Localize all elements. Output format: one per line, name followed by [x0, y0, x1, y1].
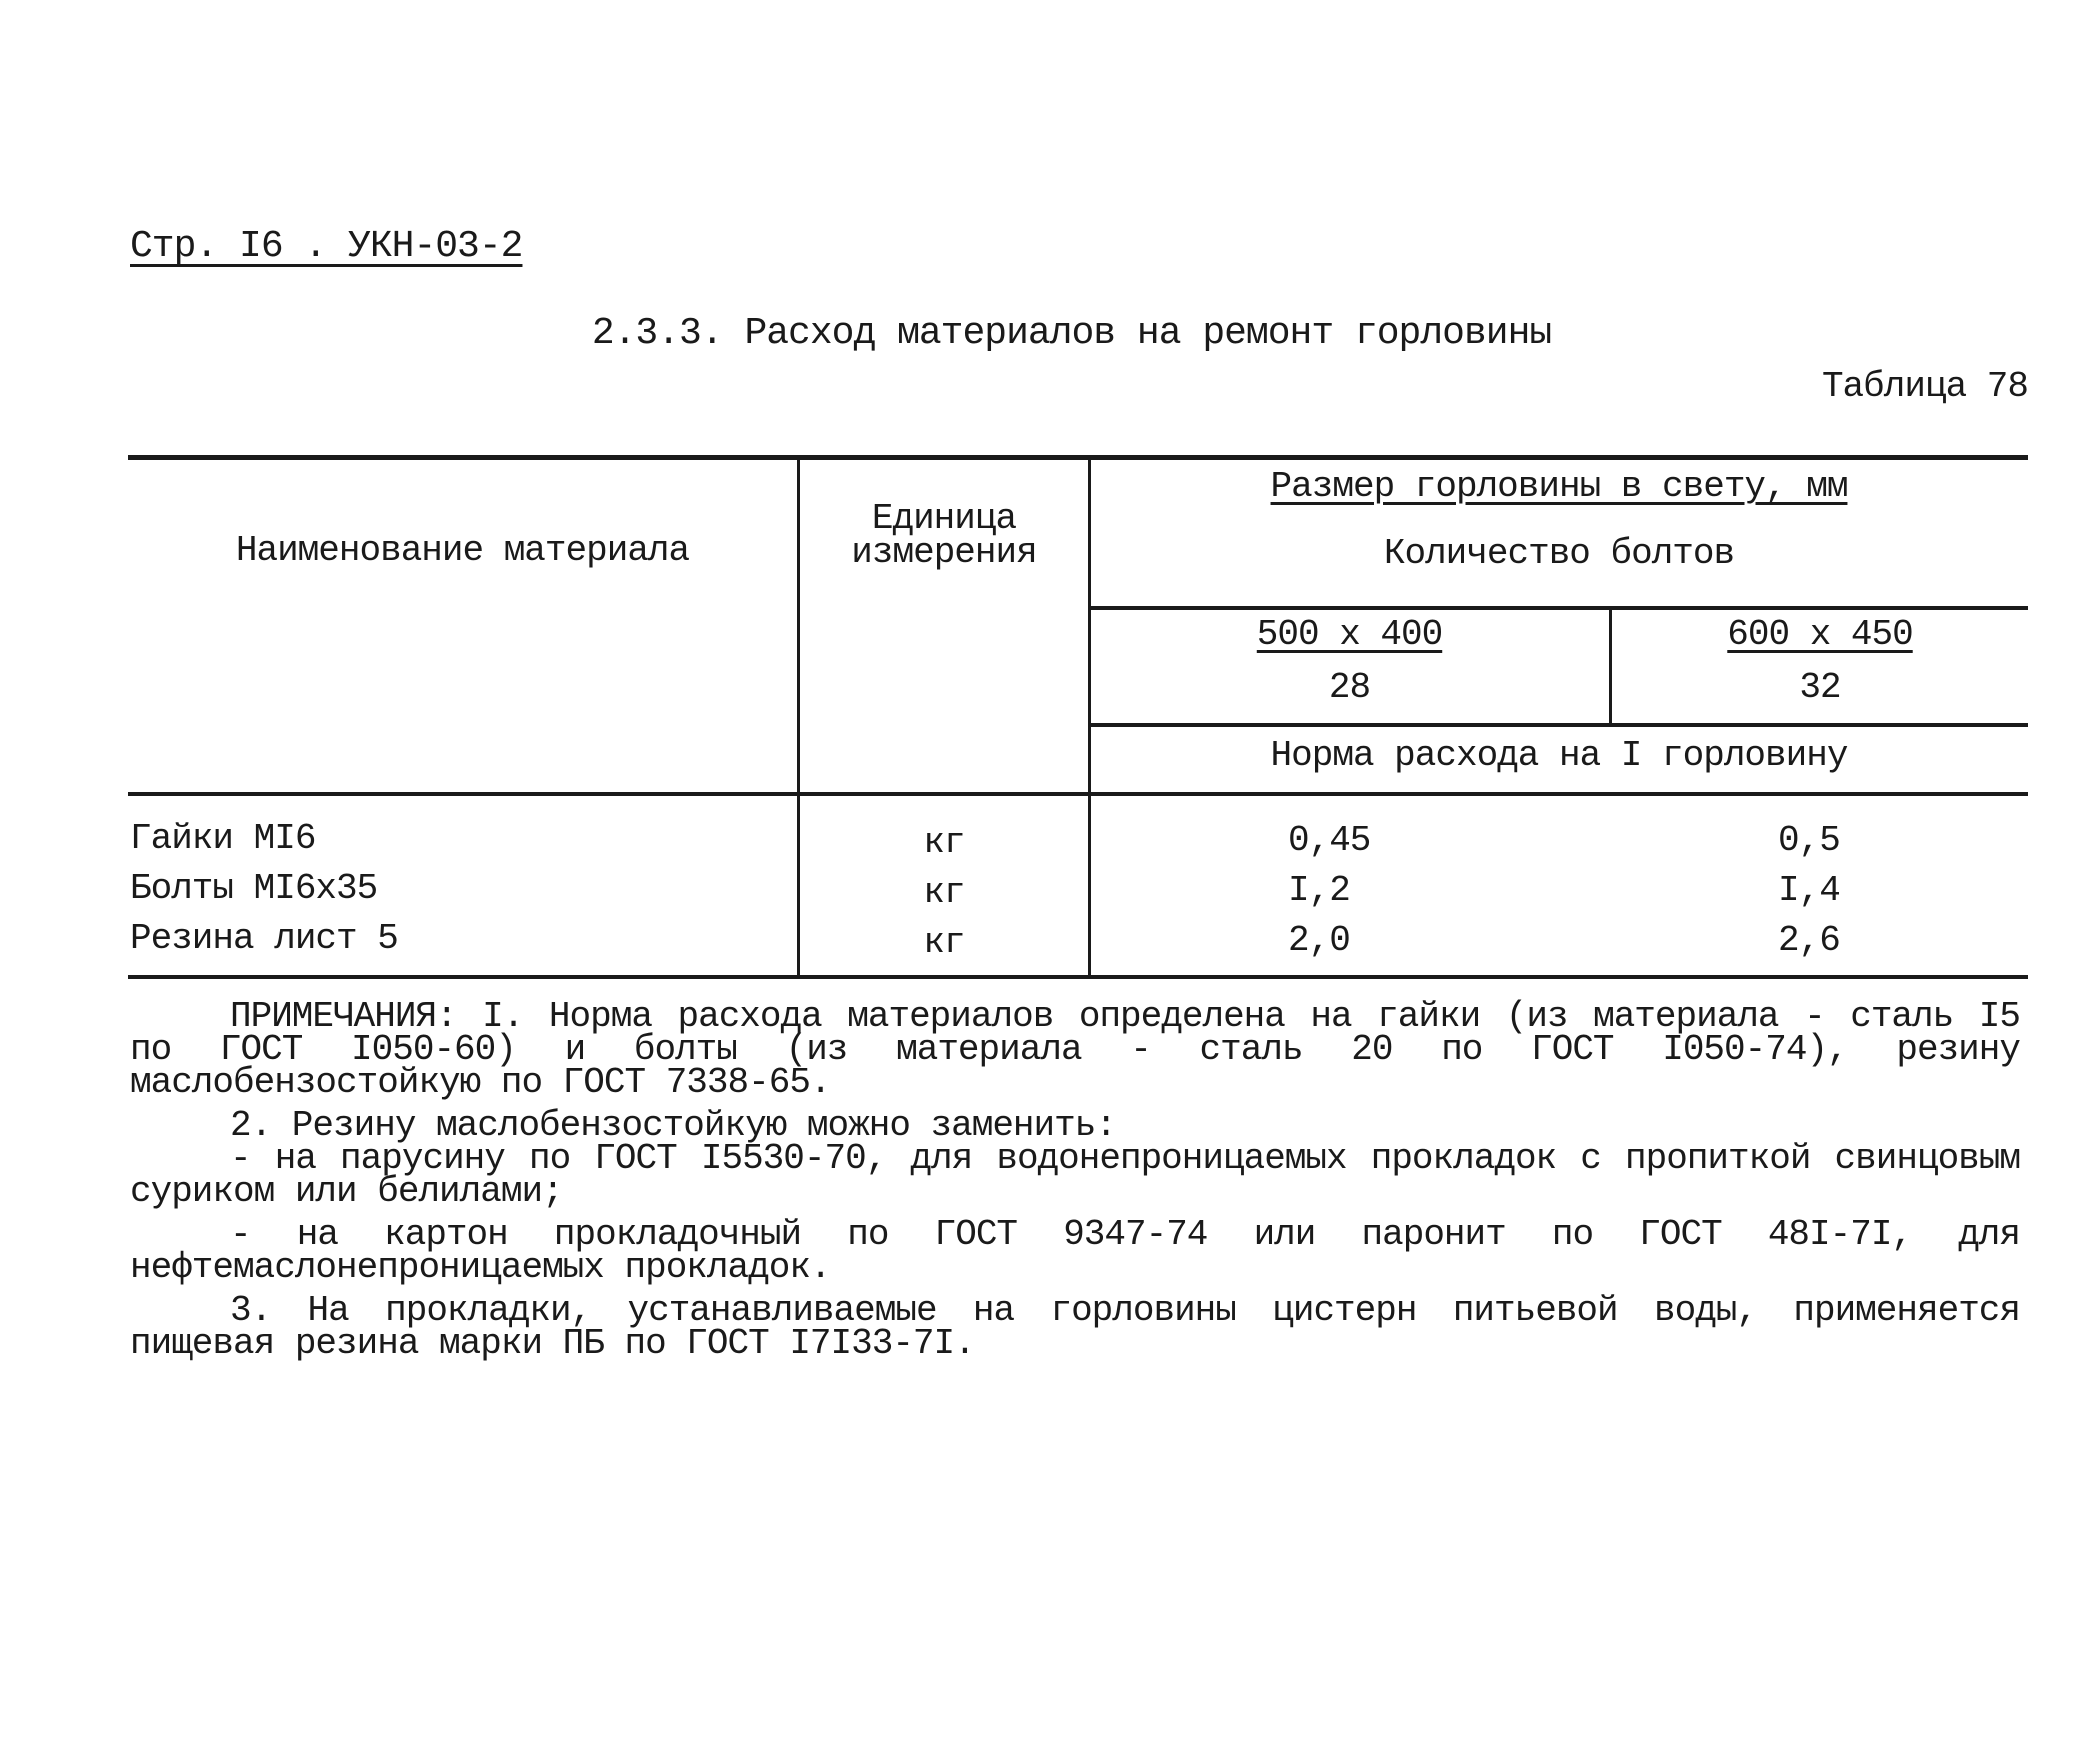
header-size: [1090, 466, 2028, 507]
header-size-a: [1090, 614, 1609, 655]
header-norm: Норма расхода на I горловину: [1270, 735, 1848, 776]
size-divider-rule: [1090, 606, 2028, 610]
header-material: Наименование материала: [235, 530, 690, 571]
row-3-value-b: 2,6: [1778, 920, 1840, 961]
row-3-unit: кг: [923, 922, 965, 963]
table-top-rule: [128, 455, 2028, 460]
row-2-material: Болты MI6х35: [130, 868, 378, 909]
note-2a: - на парусину по ГОСТ I5530-70, для водонепроницаемых прокладок с пропиткой свинцовым суриком или белилами;: [130, 1138, 2020, 1212]
section-title: 2.3.3. Расход материалов на ремонт горловины: [591, 312, 1552, 355]
notes-block: [130, 996, 2020, 1370]
row-2-value-a: I,2: [1288, 870, 1350, 911]
header-size-text: Размер горловины в свету, мм: [1270, 466, 1848, 507]
size-b-text: 600 х 450: [1727, 614, 1913, 655]
row-2-value-b: I,4: [1778, 870, 1840, 911]
header-bolts-b: 32: [1799, 667, 1841, 708]
header-bolts: Количество болтов: [1383, 533, 1735, 574]
row-3-value-a: 2,0: [1288, 920, 1350, 961]
table-label: Таблица 78: [1821, 366, 2028, 407]
note-2: 2. Резину маслобензостойкую можно заменить:: [230, 1105, 1116, 1146]
row-1-value-a: 0,45: [1288, 820, 1371, 861]
table-bottom-rule: [128, 975, 2028, 979]
row-2-unit: кг: [923, 872, 965, 913]
row-1-value-b: 0,5: [1778, 820, 1840, 861]
header-bolts-a: 28: [1328, 667, 1371, 708]
header-size-b: [1612, 614, 2028, 655]
row-1-unit: кг: [923, 822, 965, 863]
row-3-material: Резина лист 5: [130, 918, 398, 959]
note-1: ПРИМЕЧАНИЯ: I. Норма расхода материалов определена на гайки (из материала - сталь I5 по ГОСТ I050-60) и болты (из материала - сталь 20 по ГОСТ I050-74), резину маслобензостойкую по ГОСТ 7338-65.: [130, 996, 2020, 1103]
page-header: Стр. I6 . УКН-03-2: [130, 225, 523, 268]
norm-divider-rule: [1090, 723, 2028, 727]
header-bottom-rule: [128, 792, 2028, 796]
size-a-text: 500 х 400: [1256, 614, 1443, 655]
row-1-material: Гайки MI6: [130, 818, 316, 859]
note-3: 3. На прокладки, устанавливаемые на горловины цистерн питьевой воды, применяется пищевая резина марки ПБ по ГОСТ I7I33-7I.: [130, 1290, 2020, 1364]
header-unit-line1: Единица: [871, 498, 1017, 539]
note-2b: - на картон прокладочный по ГОСТ 9347-74 или паронит по ГОСТ 48I-7I, для нефтемаслонепроницаемых прокладок.: [130, 1214, 2020, 1288]
header-unit-line2: измерения: [851, 532, 1037, 573]
